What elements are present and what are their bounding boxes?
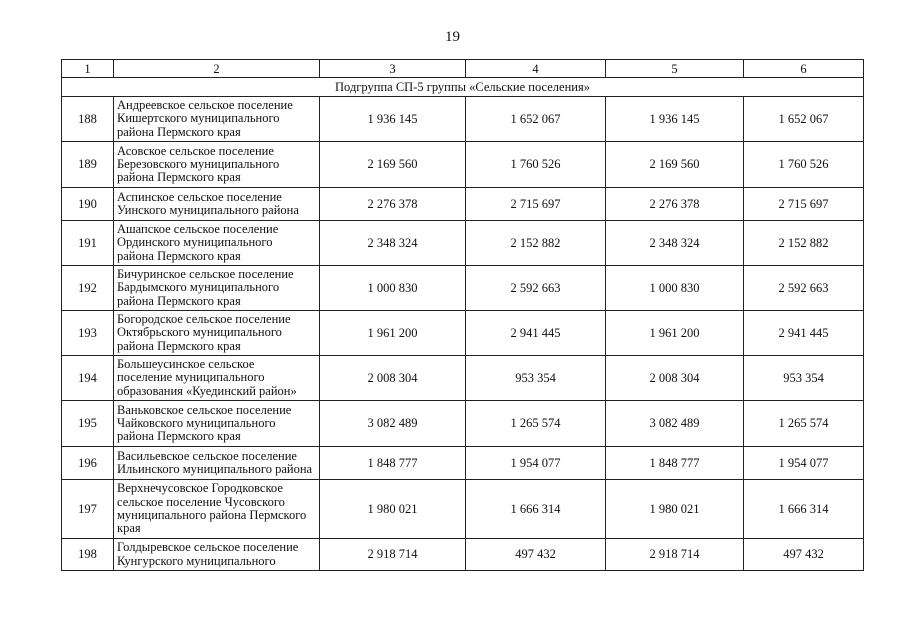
settlement-name: [114, 311, 320, 356]
table-row: [62, 142, 864, 188]
settlement-name: [114, 221, 320, 266]
settlement-name-line: образования «Куединский район»: [117, 383, 297, 398]
amount-v3: 1 000 830: [320, 266, 466, 311]
amount-v4: 1 652 067: [466, 97, 606, 142]
row-number: 198: [62, 539, 114, 571]
subgroup-title: Подгруппа СП-5 группы «Сельские поселения»: [62, 78, 864, 97]
amount-v5: 2 918 714: [606, 539, 744, 571]
settlement-name-line: Богородское сельское поселение: [117, 312, 291, 327]
table-row: [62, 401, 864, 447]
amount-v6: 2 152 882: [744, 221, 864, 266]
amount-v4: 1 666 314: [466, 480, 606, 539]
column-number: 3: [320, 60, 466, 78]
row-number: 188: [62, 97, 114, 142]
amount-v5: 3 082 489: [606, 401, 744, 447]
column-number: 2: [114, 60, 320, 78]
settlement-name: [114, 539, 320, 571]
settlement-name-line: Бардымского муниципального: [117, 280, 280, 295]
column-number: 4: [466, 60, 606, 78]
settlement-name-line: поселение муниципального: [117, 370, 265, 385]
settlement-name: [114, 447, 320, 480]
settlement-name: [114, 97, 320, 142]
table-row: [62, 311, 864, 356]
amount-v6: 1 760 526: [744, 142, 864, 188]
table-row: [62, 480, 864, 539]
table-row: [62, 97, 864, 142]
row-number: 189: [62, 142, 114, 188]
settlement-name-line: Ваньковское сельское поселение: [117, 402, 292, 417]
table-row: [62, 221, 864, 266]
page-number: 19: [445, 29, 460, 45]
data-table: [61, 59, 864, 571]
settlement-name-line: района Пермского края: [117, 429, 241, 444]
settlement-name-line: района Пермского края: [117, 248, 241, 263]
settlement-name-line: Бичуринское сельское поселение: [117, 267, 294, 282]
amount-v3: 3 082 489: [320, 401, 466, 447]
column-number-row: [62, 60, 864, 78]
row-number: 195: [62, 401, 114, 447]
amount-v3: 1 848 777: [320, 447, 466, 480]
amount-v3: 2 918 714: [320, 539, 466, 571]
amount-v6: 2 592 663: [744, 266, 864, 311]
amount-v4: 2 592 663: [466, 266, 606, 311]
settlement-name-line: района Пермского края: [117, 124, 241, 139]
amount-v4: 1 265 574: [466, 401, 606, 447]
amount-v6: 2 715 697: [744, 188, 864, 221]
settlement-name: [114, 480, 320, 539]
settlement-name-line: Березовского муниципального: [117, 156, 280, 171]
settlement-name: [114, 266, 320, 311]
amount-v4: 953 354: [466, 356, 606, 401]
subgroup-row: [62, 78, 864, 97]
amount-v4: 2 152 882: [466, 221, 606, 266]
amount-v6: 953 354: [744, 356, 864, 401]
column-number: 5: [606, 60, 744, 78]
amount-v6: 1 265 574: [744, 401, 864, 447]
settlement-name-line: района Пермского края: [117, 338, 241, 353]
amount-v4: 1 760 526: [466, 142, 606, 188]
settlement-name-line: Октябрьского муниципального: [117, 325, 282, 340]
settlement-name-line: Андреевское сельское поселение: [117, 98, 293, 113]
amount-v6: 1 954 077: [744, 447, 864, 480]
table-row: [62, 266, 864, 311]
settlement-name-line: района Пермского края: [117, 293, 241, 308]
row-number: 197: [62, 480, 114, 539]
amount-v5: 1 936 145: [606, 97, 744, 142]
row-number: 192: [62, 266, 114, 311]
amount-v6: 1 652 067: [744, 97, 864, 142]
column-number: 1: [62, 60, 114, 78]
settlement-name: [114, 401, 320, 447]
table-row: [62, 188, 864, 221]
settlement-name: [114, 142, 320, 188]
amount-v5: 1 980 021: [606, 480, 744, 539]
settlement-name-line: района Пермского края: [117, 170, 241, 185]
settlement-name-line: Ашапское сельское поселение: [117, 222, 279, 237]
amount-v4: 1 954 077: [466, 447, 606, 480]
amount-v6: 1 666 314: [744, 480, 864, 539]
settlement-name-line: Уинского муниципального района: [117, 203, 299, 217]
amount-v5: 1 000 830: [606, 266, 744, 311]
settlement-name-line: Чайковского муниципального: [117, 415, 276, 430]
row-number: 196: [62, 447, 114, 480]
settlement-name-line: Кишертского муниципального: [117, 111, 280, 126]
settlement-name-line: Ординского муниципального: [117, 235, 273, 250]
settlement-name: [114, 356, 320, 401]
amount-v5: 2 169 560: [606, 142, 744, 188]
column-number: 6: [744, 60, 864, 78]
amount-v6: 497 432: [744, 539, 864, 571]
amount-v3: 1 961 200: [320, 311, 466, 356]
amount-v6: 2 941 445: [744, 311, 864, 356]
amount-v3: 2 348 324: [320, 221, 466, 266]
amount-v5: 1 961 200: [606, 311, 744, 356]
settlement-name-line: Васильевское сельское поселение: [117, 448, 297, 463]
amount-v4: 2 715 697: [466, 188, 606, 221]
settlement-name-line: Большеусинское сельское: [117, 357, 255, 372]
amount-v3: 1 936 145: [320, 97, 466, 142]
table-row: [62, 356, 864, 401]
amount-v4: 2 941 445: [466, 311, 606, 356]
settlement-name-line: Асовское сельское поселение: [117, 143, 274, 158]
amount-v3: 1 980 021: [320, 480, 466, 539]
settlement-name-line: Верхнечусовское Городковское: [117, 481, 283, 496]
amount-v4: 497 432: [466, 539, 606, 571]
amount-v5: 2 276 378: [606, 188, 744, 221]
amount-v3: 2 276 378: [320, 188, 466, 221]
settlement-name-line: сельское поселение Чусовского: [117, 494, 285, 509]
row-number: 190: [62, 188, 114, 221]
table-row: [62, 447, 864, 480]
amount-v3: 2 008 304: [320, 356, 466, 401]
table-row: [62, 539, 864, 571]
settlement-name: [114, 188, 320, 221]
settlement-name-line: Ильинского муниципального района: [117, 462, 313, 476]
settlement-name-line: края: [117, 521, 141, 536]
amount-v3: 2 169 560: [320, 142, 466, 188]
amount-v5: 2 348 324: [606, 221, 744, 266]
settlement-name-line: муниципального района Пермского: [117, 508, 307, 522]
amount-v5: 2 008 304: [606, 356, 744, 401]
settlement-name-line: Кунгурского муниципального: [117, 553, 276, 568]
amount-v5: 1 848 777: [606, 447, 744, 480]
settlement-name-line: Аспинское сельское поселение: [117, 189, 282, 204]
row-number: 194: [62, 356, 114, 401]
row-number: 191: [62, 221, 114, 266]
row-number: 193: [62, 311, 114, 356]
settlement-name-line: Голдыревское сельское поселение: [117, 540, 299, 555]
